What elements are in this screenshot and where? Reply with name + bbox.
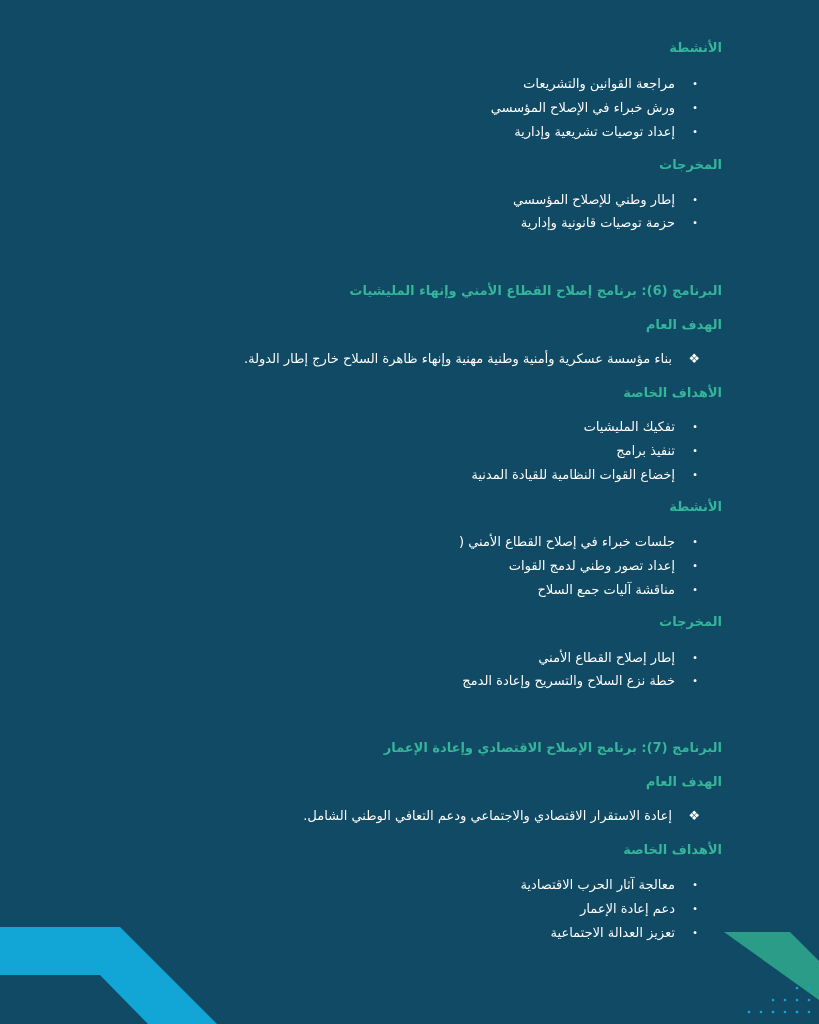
bullet: • bbox=[692, 218, 698, 229]
program-6-title: البرنامج (6): برنامج إصلاح القطاع الأمني وإنهاء المليشيات bbox=[349, 284, 722, 299]
program-7-title: البرنامج (7): برنامج الإصلاح الاقتصادي وإعادة الإعمار bbox=[383, 741, 722, 756]
activities-heading: الأنشطة bbox=[669, 500, 722, 515]
activities-heading: الأنشطة bbox=[669, 41, 722, 56]
list-item: حزمة توصيات قانونية وإدارية bbox=[520, 216, 675, 231]
blue-corner-shape bbox=[0, 927, 217, 1024]
bullet: • bbox=[692, 676, 698, 687]
general-goal-text: بناء مؤسسة عسكرية وأمنية وطنية مهنية وإنهاء ظاهرة السلاح خارج إطار الدولة. bbox=[243, 352, 672, 367]
bullet: • bbox=[692, 422, 698, 433]
outputs-heading: المخرجات bbox=[659, 615, 722, 630]
bullet: • bbox=[692, 127, 698, 138]
list-item: تعزيز العدالة الاجتماعية bbox=[550, 926, 675, 941]
list-item: إطار وطني للإصلاح المؤسسي bbox=[512, 193, 675, 208]
list-item: جلسات خبراء في إصلاح القطاع الأمني ( bbox=[459, 535, 675, 550]
bullet: • bbox=[692, 561, 698, 572]
bullet: • bbox=[692, 880, 698, 891]
list-item: مناقشة آليات جمع السلاح bbox=[537, 583, 675, 598]
general-goal-heading: الهدف العام bbox=[645, 775, 722, 790]
outputs-heading: المخرجات bbox=[659, 158, 722, 173]
dot-grid-pattern bbox=[748, 987, 811, 1014]
bullet: • bbox=[692, 470, 698, 481]
bullet: • bbox=[692, 904, 698, 915]
list-item: تنفيذ برامج bbox=[616, 444, 675, 459]
list-item: خطة نزع السلاح والتسريح وإعادة الدمج bbox=[462, 674, 675, 689]
green-corner-shape bbox=[724, 932, 819, 1000]
list-item: معالجة آثار الحرب الاقتصادية bbox=[520, 878, 675, 893]
bullet: • bbox=[692, 928, 698, 939]
bullet: • bbox=[692, 79, 698, 90]
list-item: إعداد توصيات تشريعية وإدارية bbox=[514, 125, 675, 140]
diamond-bullet-icon: ❖ bbox=[688, 352, 700, 367]
list-item: مراجعة القوانين والتشريعات bbox=[523, 77, 675, 92]
list-item: إعداد تصور وطني لدمج القوات bbox=[508, 559, 675, 574]
bullet: • bbox=[692, 446, 698, 457]
general-goal-heading: الهدف العام bbox=[645, 318, 722, 333]
specific-goals-heading: الأهداف الخاصة bbox=[623, 386, 722, 401]
specific-goals-heading: الأهداف الخاصة bbox=[623, 843, 722, 858]
list-item: تفكيك المليشيات bbox=[583, 420, 675, 435]
bullet: • bbox=[692, 653, 698, 664]
list-item: ورش خبراء في الإصلاح المؤسسي bbox=[490, 101, 675, 116]
list-item: إخضاع القوات النظامية للقيادة المدنية bbox=[471, 468, 675, 483]
bullet: • bbox=[692, 195, 698, 206]
bullet: • bbox=[692, 103, 698, 114]
bullet: • bbox=[692, 585, 698, 596]
bullet: • bbox=[692, 537, 698, 548]
diamond-bullet-icon: ❖ bbox=[688, 809, 700, 824]
list-item: دعم إعادة الإعمار bbox=[580, 902, 675, 917]
general-goal-text: إعادة الاستقرار الاقتصادي والاجتماعي ودعم التعافي الوطني الشامل. bbox=[303, 809, 672, 824]
list-item: إطار إصلاح القطاع الأمني bbox=[538, 651, 675, 666]
